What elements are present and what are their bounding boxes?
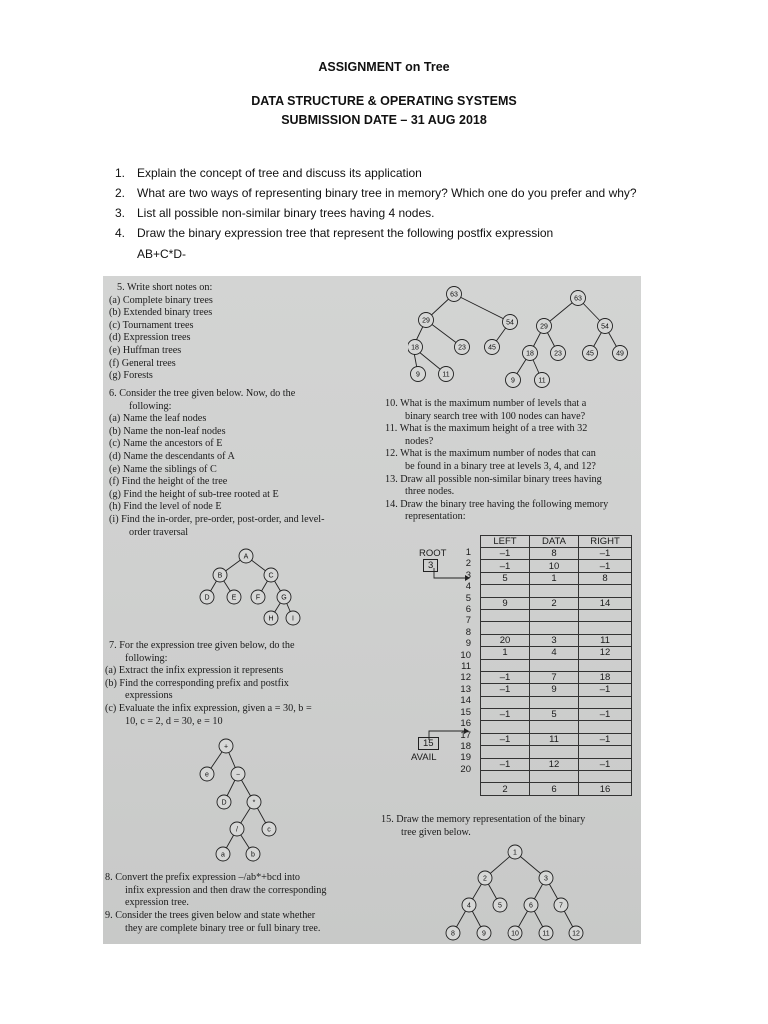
question-text: Explain the concept of tree and discuss its application <box>137 166 422 180</box>
table-cell <box>579 771 632 783</box>
memory-representation-table <box>480 535 632 796</box>
table-cell: –1 <box>579 709 632 721</box>
table-cell <box>579 746 632 758</box>
tree-node-label: 9 <box>482 930 486 938</box>
root-value: 3 <box>423 559 438 572</box>
table-row <box>481 647 632 659</box>
table-row <box>481 733 632 745</box>
table-cell <box>481 609 530 621</box>
question-11: 11. What is the maximum height of a tree with 32 <box>385 423 588 435</box>
table-cell: –1 <box>579 684 632 696</box>
memory-index: 1 <box>465 547 471 558</box>
list-item: (h) Find the level of node E <box>109 501 222 513</box>
table-row <box>481 671 632 683</box>
tree-node-label: I <box>292 615 294 623</box>
table-cell <box>481 696 530 708</box>
table-cell: –1 <box>579 548 632 560</box>
memory-index: 3 <box>465 569 471 581</box>
table-cell <box>530 696 579 708</box>
tree-node-label: 29 <box>422 317 430 325</box>
tree-node-label: 63 <box>450 291 458 299</box>
question-6 <box>109 388 324 539</box>
subject-title: DATA STRUCTURE & OPERATING SYSTEMS <box>251 94 517 108</box>
memory-index: 9 <box>465 638 471 650</box>
memory-index: 11 <box>461 661 471 673</box>
table-cell: 8 <box>530 548 579 560</box>
text-line: infix expression and then draw the corresponding <box>125 884 327 896</box>
tree-node-label: G <box>281 594 287 602</box>
question-9 <box>105 910 320 935</box>
table-cell <box>481 746 530 758</box>
table-row <box>481 560 632 572</box>
list-item: (c) Evaluate the infix expression, given a = 30, b = <box>105 702 312 714</box>
question-10: 10. What is the maximum number of levels that a <box>385 398 587 409</box>
question-7-heading: 7. For the expression tree given below, do the <box>109 640 295 651</box>
tree-node-label: * <box>252 799 256 807</box>
table-cell: 7 <box>530 671 579 683</box>
table-cell <box>579 659 632 671</box>
memory-index: 5 <box>465 592 471 604</box>
question-15-heading: 15. Draw the memory representation of the binary <box>381 814 586 825</box>
list-item: (f) General trees <box>109 357 176 369</box>
table-row <box>481 758 632 770</box>
list-item: (a) Complete binary trees <box>109 294 213 306</box>
tree-node-label: 9 <box>416 371 420 379</box>
table-row <box>481 721 632 733</box>
table-cell: –1 <box>481 709 530 721</box>
table-row <box>481 622 632 634</box>
question-8-heading: 8. Convert the prefix expression –/ab*+bcd into <box>105 872 301 883</box>
question-text: What are two ways of representing binary tree in memory? Which one do you prefer and why? <box>137 186 637 200</box>
table-cell: 9 <box>530 684 579 696</box>
table-cell: 9 <box>481 597 530 609</box>
table-cell: 12 <box>579 647 632 659</box>
list-item: (e) Huffman trees <box>109 344 182 356</box>
memory-index: 6 <box>465 604 471 616</box>
table-cell <box>530 622 579 634</box>
question-number: 1. <box>115 166 126 180</box>
memory-index: 13 <box>460 683 471 695</box>
table-row <box>481 746 632 758</box>
tree-node-label: b <box>251 851 255 859</box>
table-cell: 11 <box>530 733 579 745</box>
text-line: following: <box>125 652 168 664</box>
list-item: (b) Extended binary trees <box>109 307 213 319</box>
table-cell <box>530 585 579 597</box>
tree-node-label: − <box>235 771 241 779</box>
tree-node-label: / <box>236 826 238 834</box>
tree-node-label: a <box>221 851 225 859</box>
question-text: List all possible non-similar binary trees having 4 nodes. <box>137 206 435 220</box>
text-line: expression tree. <box>125 897 189 909</box>
table-cell: –1 <box>481 548 530 560</box>
memory-index: 14 <box>460 695 471 707</box>
memory-index: 20 <box>460 763 471 775</box>
question-5-heading: 5. Write short notes on: <box>117 282 213 293</box>
table-cell: –1 <box>579 560 632 572</box>
table-cell: 16 <box>579 783 632 795</box>
tree-node-label: 45 <box>488 344 496 352</box>
table-cell <box>481 659 530 671</box>
table-row <box>481 659 632 671</box>
question-14: 14. Draw the binary tree having the following memory <box>385 498 609 510</box>
list-item: (d) Expression trees <box>109 332 191 344</box>
table-cell: 6 <box>530 783 579 795</box>
table-cell <box>579 696 632 708</box>
tree-node-label: 54 <box>601 323 609 331</box>
table-cell: 1 <box>530 572 579 584</box>
tree-node-label: e <box>205 771 209 779</box>
list-item: (c) Name the ancestors of E <box>109 438 223 450</box>
question-number: 2. <box>115 186 126 200</box>
question-9-heading: 9. Consider the trees given below and state whether <box>105 910 316 921</box>
list-item-cont: expressions <box>125 690 173 702</box>
list-item: (e) Name the siblings of C <box>109 463 217 475</box>
text-line: tree given below. <box>401 826 471 838</box>
table-cell: –1 <box>579 758 632 770</box>
text-line: nodes? <box>405 435 434 447</box>
question-6-heading: 6. Consider the tree given below. Now, do the <box>109 388 296 399</box>
table-cell: 1 <box>481 647 530 659</box>
table-cell <box>579 622 632 634</box>
tree-node-label: 18 <box>411 344 419 352</box>
table-cell: –1 <box>579 733 632 745</box>
avail-value: 15 <box>418 737 439 750</box>
question-text: Draw the binary expression tree that represent the following postfix expression <box>137 226 554 240</box>
table-cell: –1 <box>481 671 530 683</box>
tree-node-label: 10 <box>511 930 519 938</box>
scanned-textbook-page <box>103 276 641 944</box>
tree-node-label: D <box>204 594 210 602</box>
memory-index: 19 <box>460 752 471 764</box>
question-6-heading-cont: following: <box>129 400 172 412</box>
questions-10-14 <box>385 398 608 524</box>
memory-index: 17 <box>460 729 471 741</box>
text-line: binary search tree with 100 nodes can have? <box>405 410 586 422</box>
table-cell <box>530 721 579 733</box>
memory-index: 10 <box>460 649 471 661</box>
table-cell <box>579 585 632 597</box>
table-cell: –1 <box>481 560 530 572</box>
assignment-title: ASSIGNMENT on Tree <box>318 60 450 74</box>
tree-node-label: F <box>255 594 261 602</box>
memory-index: 7 <box>465 615 471 627</box>
question-13: 13. Draw all possible non-similar binary trees having <box>385 473 602 485</box>
table-row <box>481 585 632 597</box>
table-cell <box>481 721 530 733</box>
tree-node-label: 11 <box>542 930 550 938</box>
tree-node-label: 18 <box>526 350 534 358</box>
tree-diagram-q6 <box>193 546 313 634</box>
question-12: 12. What is the maximum number of nodes that can <box>385 448 596 460</box>
memory-index: 2 <box>465 558 471 570</box>
table-cell: –1 <box>481 733 530 745</box>
table-row <box>481 572 632 584</box>
tree-node-label: 11 <box>538 377 546 385</box>
column-header: RIGHT <box>579 536 632 548</box>
table-cell: 20 <box>481 634 530 646</box>
table-cell: 5 <box>530 709 579 721</box>
question-8 <box>105 872 326 910</box>
table-cell: –1 <box>481 684 530 696</box>
table-cell: 10 <box>530 560 579 572</box>
memory-index: 16 <box>460 718 471 730</box>
table-cell <box>530 609 579 621</box>
tree-node-label: A <box>243 553 249 561</box>
table-cell: 3 <box>530 634 579 646</box>
tree-node-label: 3 <box>544 875 548 883</box>
table-cell: 2 <box>530 597 579 609</box>
memory-index: 15 <box>460 706 471 718</box>
tree-diagram-q7 <box>191 736 301 866</box>
root-label: ROOT <box>419 548 447 559</box>
tree-node-label: 4 <box>467 902 471 910</box>
tree-node-label: 63 <box>574 295 582 303</box>
table-cell <box>530 746 579 758</box>
table-row <box>481 696 632 708</box>
tree-node-label: 2 <box>483 875 487 883</box>
table-cell: 14 <box>579 597 632 609</box>
table-cell: 2 <box>481 783 530 795</box>
memory-index: 8 <box>465 626 471 638</box>
table-row <box>481 597 632 609</box>
tree-node-label: 49 <box>616 350 624 358</box>
list-item: (f) Find the height of the tree <box>109 476 228 488</box>
table-cell: 18 <box>579 671 632 683</box>
list-item: (c) Tournament trees <box>109 319 194 331</box>
list-item-cont: order traversal <box>129 526 189 538</box>
tree-node-label: D <box>221 799 227 807</box>
table-row <box>481 783 632 795</box>
table-row <box>481 634 632 646</box>
table-cell: 12 <box>530 758 579 770</box>
table-cell <box>481 585 530 597</box>
memory-index-column <box>445 547 471 775</box>
question-number: 3. <box>115 206 126 220</box>
memory-index: 4 <box>465 581 471 593</box>
tree-node-label: c <box>267 826 271 834</box>
text-line: they are complete binary tree or full binary tree. <box>125 922 321 934</box>
tree-node-label: 9 <box>511 377 515 385</box>
table-cell <box>579 609 632 621</box>
list-item: (d) Name the descendants of A <box>109 450 235 462</box>
list-item: (i) Find the in-order, pre-order, post-order, and level- <box>109 513 325 525</box>
table-cell: 8 <box>579 572 632 584</box>
table-row <box>481 684 632 696</box>
table-cell <box>579 721 632 733</box>
tree-node-label: 11 <box>442 371 450 379</box>
postfix-expression: AB+C*D- <box>137 247 187 261</box>
avail-label: AVAIL <box>411 752 437 763</box>
table-header-row <box>481 536 632 548</box>
table-row <box>481 609 632 621</box>
table-cell <box>530 659 579 671</box>
tree-diagram-q9 <box>408 284 638 394</box>
tree-node-label: 8 <box>451 930 455 938</box>
tree-node-label: + <box>223 743 229 751</box>
tree-node-label: 1 <box>513 849 517 857</box>
text-line: be found in a binary tree at levels 3, 4, and 12? <box>405 460 596 472</box>
table-cell <box>530 771 579 783</box>
submission-date: SUBMISSION DATE – 31 AUG 2018 <box>281 113 487 127</box>
tree-node-label: H <box>268 615 274 623</box>
tree-node-label: E <box>231 594 237 602</box>
tree-node-label: 12 <box>572 930 580 938</box>
question-15 <box>381 814 585 839</box>
tree-diagram-q15 <box>443 842 593 942</box>
list-item: (a) Name the leaf nodes <box>109 413 207 425</box>
tree-node-label: 23 <box>554 350 562 358</box>
table-row <box>481 548 632 560</box>
tree-node-label: C <box>268 572 274 580</box>
column-header: DATA <box>530 536 579 548</box>
tree-node-label: 45 <box>586 350 594 358</box>
tree-node-label: 5 <box>498 902 502 910</box>
column-header: LEFT <box>481 536 530 548</box>
memory-index: 18 <box>460 740 471 752</box>
tree-node-label: 23 <box>458 344 466 352</box>
list-item: (b) Find the corresponding prefix and postfix <box>105 677 289 689</box>
table-row <box>481 771 632 783</box>
question-7 <box>105 640 312 728</box>
text-line: three nodes. <box>405 486 455 498</box>
tree-node-label: B <box>217 572 223 580</box>
tree-node-label: 29 <box>540 323 548 331</box>
list-item: (a) Extract the infix expression it represents <box>105 665 284 677</box>
table-cell: –1 <box>481 758 530 770</box>
tree-node-label: 6 <box>529 902 533 910</box>
table-cell <box>481 771 530 783</box>
table-cell: 11 <box>579 634 632 646</box>
table-cell <box>481 622 530 634</box>
list-item-cont: 10, c = 2, d = 30, e = 10 <box>125 715 223 727</box>
tree-node-label: 54 <box>506 319 514 327</box>
text-line: representation: <box>405 511 466 523</box>
list-item: (g) Find the height of sub-tree rooted at E <box>109 488 279 500</box>
table-row <box>481 709 632 721</box>
question-5 <box>109 282 213 383</box>
list-item: (g) Forests <box>109 370 153 382</box>
table-cell: 5 <box>481 572 530 584</box>
memory-index: 12 <box>460 672 471 684</box>
table-cell: 4 <box>530 647 579 659</box>
list-item: (b) Name the non-leaf nodes <box>109 425 226 437</box>
question-number: 4. <box>115 226 126 240</box>
tree-node-label: 7 <box>559 902 563 910</box>
